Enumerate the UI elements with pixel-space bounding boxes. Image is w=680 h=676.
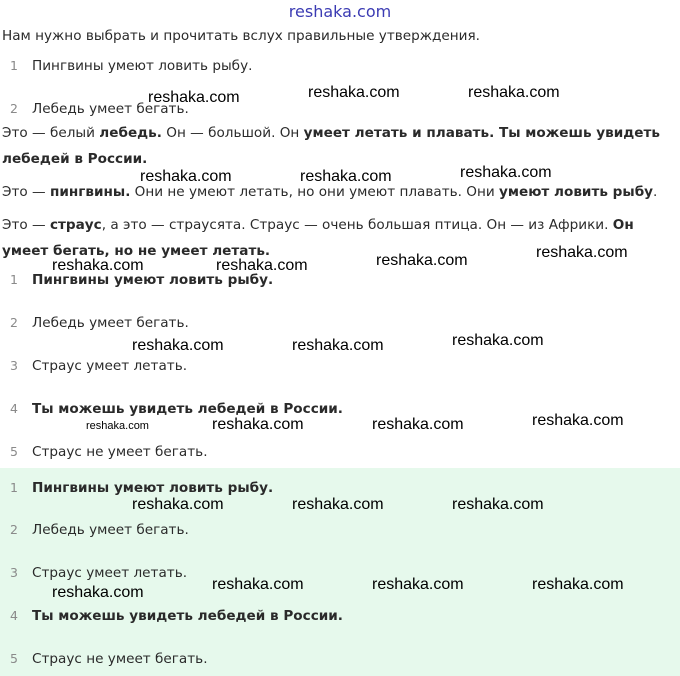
text-bold: лебедь.	[99, 125, 162, 141]
watermark: reshaka.com	[372, 576, 464, 593]
item-number: 3	[10, 565, 18, 580]
list-b-item-4	[10, 608, 343, 624]
item-text: Пингвины умеют ловить рыбу.	[32, 480, 274, 496]
watermark: reshaka.com	[212, 576, 304, 593]
watermark: reshaka.com	[216, 257, 308, 274]
item-text: Страус не умеет бегать.	[32, 444, 208, 460]
text-bold: Он умеет бегать, но не умеет летать.	[2, 217, 634, 259]
list-b-item-5	[10, 651, 208, 667]
item-number: 5	[10, 651, 18, 666]
text: .	[653, 184, 658, 200]
watermark: reshaka.com	[86, 420, 149, 432]
item-number: 4	[10, 401, 18, 416]
item-text: Пингвины умеют ловить рыбу.	[32, 272, 274, 288]
item-text: Страус умеет летать.	[32, 358, 188, 374]
watermark: reshaka.com	[536, 244, 628, 261]
watermark: reshaka.com	[292, 496, 384, 513]
list-b-item-2	[10, 522, 189, 538]
watermark: reshaka.com	[52, 584, 144, 601]
text: Это —	[2, 217, 50, 233]
list-a-item-3	[10, 358, 187, 374]
text: Это —	[2, 184, 50, 200]
item-number: 5	[10, 444, 18, 459]
list-a-item-2	[10, 315, 189, 331]
text: Это — белый	[2, 125, 100, 141]
item-text: Лебедь умеет бегать.	[32, 315, 189, 331]
watermark: reshaka.com	[468, 84, 560, 101]
item-text: Ты можешь увидеть лебедей в России.	[32, 608, 343, 624]
text-bold: страус	[49, 217, 102, 233]
watermark: reshaka.com	[308, 84, 400, 101]
item-number: 1	[10, 272, 18, 287]
watermark: reshaka.com	[532, 412, 624, 429]
item-number: 1	[10, 480, 18, 495]
list-b-item-3	[10, 565, 187, 581]
watermark: reshaka.com	[300, 168, 392, 185]
text: Он — большой. Он	[161, 125, 304, 141]
watermark: reshaka.com	[132, 337, 224, 354]
item-number: 1	[10, 58, 18, 73]
list-a-item-5	[10, 444, 208, 460]
task-instruction: Нам нужно выбрать и прочитать вслух правильные утверждения.	[2, 28, 481, 44]
text: , а это — страусята. Страус — очень большая птица. Он — из Африки.	[101, 217, 613, 233]
intro-item-1	[10, 58, 252, 74]
item-number: 4	[10, 608, 18, 623]
watermark: reshaka.com	[452, 496, 544, 513]
swan-paragraph	[2, 120, 678, 172]
item-text: Страус умеет летать.	[32, 565, 188, 581]
list-b-item-1	[10, 480, 273, 496]
watermark: reshaka.com	[212, 416, 304, 433]
watermark: reshaka.com	[140, 168, 232, 185]
item-text: Ты можешь увидеть лебедей в России.	[32, 401, 343, 417]
item-number: 2	[10, 522, 18, 537]
item-text: Страус не умеет бегать.	[32, 651, 208, 667]
item-number: 2	[10, 315, 18, 330]
watermark: reshaka.com	[376, 252, 468, 269]
text-bold: пингвины.	[49, 184, 131, 200]
item-text: Лебедь умеет бегать.	[32, 522, 189, 538]
watermark: reshaka.com	[460, 164, 552, 181]
text-bold: умеет летать и плавать. Ты можешь увидеть лебедей в России.	[2, 125, 660, 167]
watermark: reshaka.com	[52, 257, 144, 274]
item-text: Пингвины умеют ловить рыбу.	[32, 58, 253, 74]
watermark: reshaka.com	[532, 576, 624, 593]
item-number: 2	[10, 101, 18, 116]
list-a-item-4	[10, 401, 343, 417]
watermark: reshaka.com	[372, 416, 464, 433]
text-bold: умеют ловить рыбу	[499, 184, 654, 200]
watermark: reshaka.com	[132, 496, 224, 513]
watermark: reshaka.com	[148, 89, 240, 106]
watermark: reshaka.com	[292, 337, 384, 354]
text: Они не умеют летать, но они умеют плавать. Они	[130, 184, 500, 200]
watermark: reshaka.com	[452, 332, 544, 349]
item-text: Лебедь умеет бегать.	[32, 101, 189, 117]
site-header-link[interactable]: reshaka.com	[288, 2, 392, 21]
item-number: 3	[10, 358, 18, 373]
